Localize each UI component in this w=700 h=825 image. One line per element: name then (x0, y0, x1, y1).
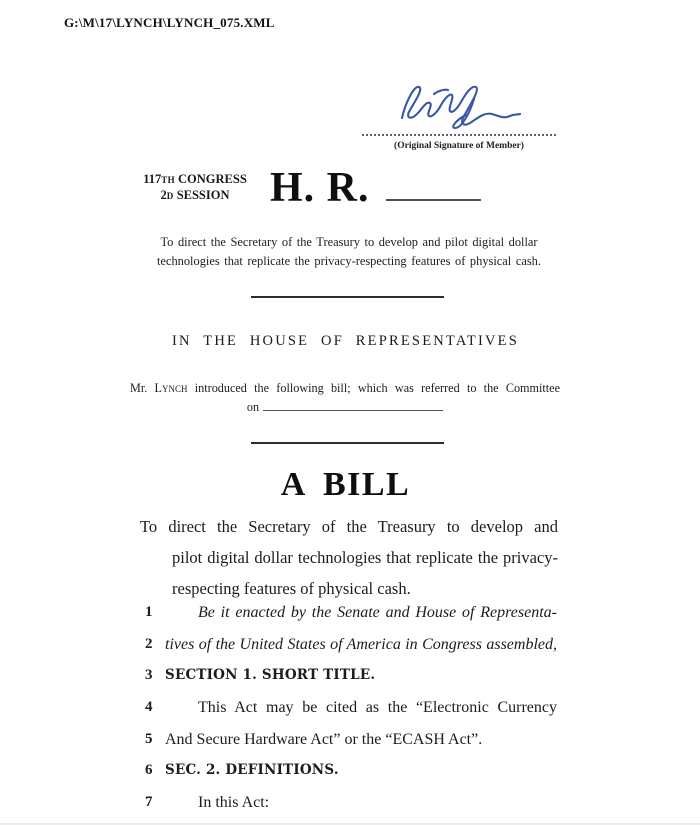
purpose-top-line: technologies that replicate the privacy-respecting features of physical cash. (157, 254, 541, 268)
session-line: 2D SESSION (160, 187, 230, 202)
body-line (145, 660, 557, 692)
sponsor-action-block (130, 380, 560, 416)
committee-blank (263, 403, 443, 411)
signature-caption: (Original Signature of Member) (394, 141, 524, 151)
chamber-heading: IN THE HOUSE OF REPRESENTATIVES (172, 333, 519, 349)
congress-session-block (132, 172, 258, 203)
congress-line: 117TH CONGRESS (143, 172, 247, 186)
committee-line: on (130, 399, 560, 416)
bill-body (145, 597, 557, 819)
line-number: 6 (145, 762, 153, 779)
line-text: And Secure Hardware Act” or the “ECASH Act”. (165, 730, 483, 748)
line-text: tives of the United States of America in Congress assembled, (165, 635, 557, 653)
section-divider-top (251, 296, 444, 298)
line-number: 4 (145, 699, 153, 716)
bill-number-blank (386, 195, 481, 201)
bill-purpose-line: respecting features of physical cash. (172, 579, 411, 598)
line-number: 3 (145, 667, 153, 684)
bill-designation: H. R. (270, 162, 481, 214)
purpose-top-line: To direct the Secretary of the Treasury to develop and pilot digital dollar (160, 235, 538, 249)
body-line (145, 724, 557, 756)
body-line (145, 597, 557, 629)
line-text: In this Act: (198, 794, 270, 812)
line-text: SEC. 2. DEFINITIONS. (165, 762, 339, 779)
file-reference: G:\M\17\LYNCH\LYNCH_075.XML (64, 15, 275, 30)
bill-purpose-line: To direct the Secretary of the Treasury to develop and (140, 517, 558, 536)
signature-dotted-line (362, 134, 556, 136)
line-text: This Act may be cited as the “Electronic Currency (198, 699, 557, 717)
body-line (145, 755, 557, 787)
line-number: 7 (145, 794, 153, 811)
bill-purpose-line: pilot digital dollar technologies that replicate the privacy- (172, 548, 558, 567)
sponsor-name: Lynch (154, 381, 188, 395)
line-text: SECTION 1. SHORT TITLE. (165, 667, 376, 684)
purpose-statement-top (140, 233, 558, 271)
member-signature-icon (390, 78, 525, 132)
bill-title: A BILL (280, 466, 411, 503)
line-number: 1 (145, 604, 153, 620)
line-text: Be it enacted by the Senate and House of Representa- (198, 604, 557, 621)
body-line (145, 629, 557, 661)
sponsor-action-line: Mr. Lynch introduced the following bill; which was referred to the Committee (130, 381, 560, 395)
bill-purpose (140, 511, 558, 604)
line-number: 5 (145, 730, 153, 747)
section-divider-bottom (251, 442, 444, 444)
body-line (145, 692, 557, 724)
line-number: 2 (145, 635, 153, 652)
body-line (145, 787, 557, 819)
